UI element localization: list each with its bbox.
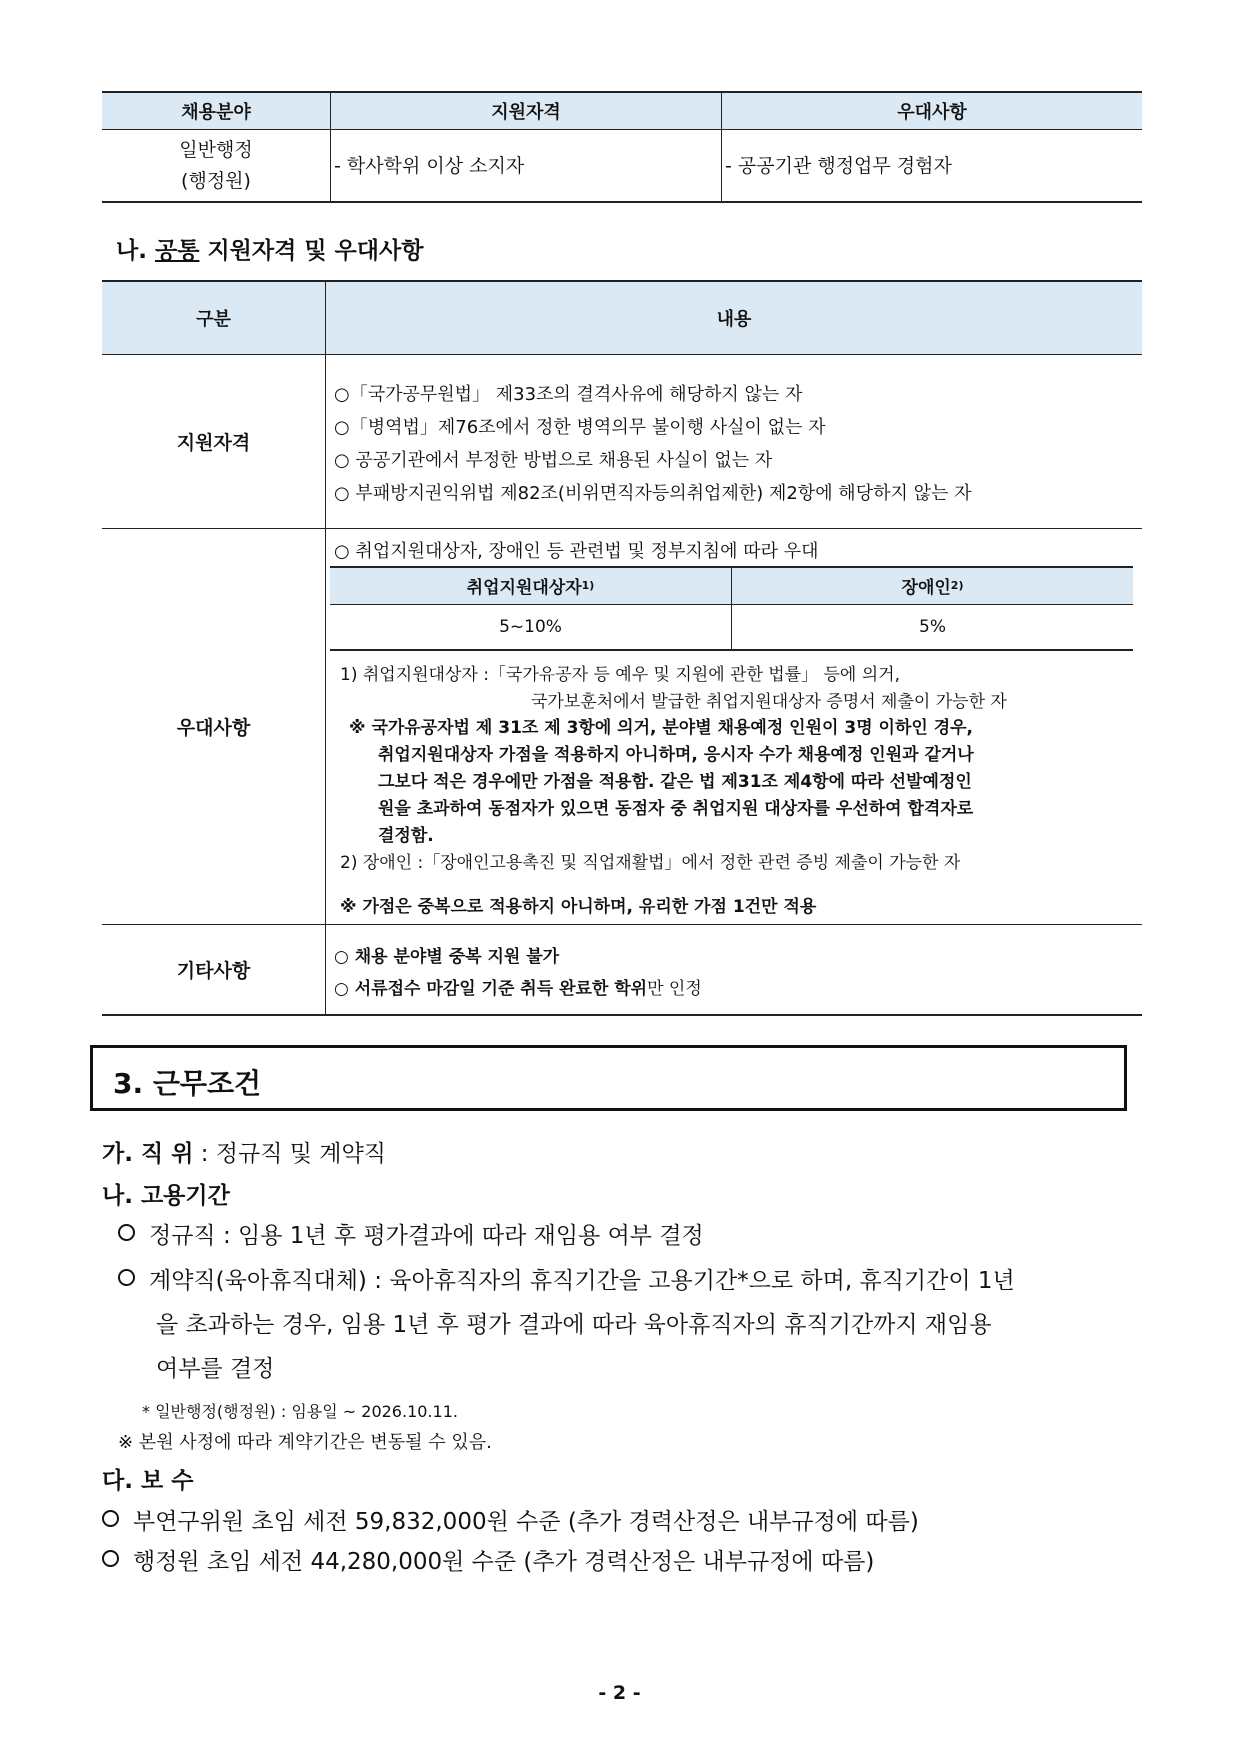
qualification-item: ○「병역법」제76조에서 정한 병역의무 불이행 사실이 없는 자 <box>334 417 826 438</box>
page-number: - 2 - <box>598 1682 641 1704</box>
section-3-title: 3. 근무조건 <box>113 1067 262 1100</box>
salary-item <box>102 1503 919 1536</box>
inner-value-employment-support: 5~10% <box>499 617 562 637</box>
note-employment-support: 1) 취업지원대상자 :「국가유공자 등 예우 및 지원에 관한 법률」 등에 의거, <box>340 665 901 685</box>
inner-header-text: 취업지원대상자 <box>466 578 582 598</box>
section-3-box <box>90 1045 1127 1111</box>
footnote-marker: 1) <box>581 579 595 592</box>
qualification-item: ○ 공공기관에서 부정한 방법으로 채용된 사실이 없는 자 <box>334 450 773 471</box>
bullet-text: 정규직 : 임용 1년 후 평가결과에 따라 재임용 여부 결정 <box>149 1223 704 1249</box>
table-bottom-border <box>102 201 1142 203</box>
other-item-rest: 만 인정 <box>647 979 702 999</box>
header-preference: 우대사항 <box>897 101 967 123</box>
section-underlined-word: 공통 <box>154 238 200 264</box>
salary-item <box>102 1543 874 1576</box>
bullet-contract-continued: 을 초과하는 경우, 임용 1년 후 평가 결과에 따라 육아휴직자의 휴직기간까지 재임용 <box>156 1312 992 1338</box>
other-item <box>334 974 702 999</box>
qualification-item: ○「국가공무원법」 제33조의 결격사유에 해당하지 않는 자 <box>334 384 803 405</box>
note-employment-support-continued: 국가보훈처에서 발급한 취업지원대상자 증명서 제출이 가능한 자 <box>531 692 1007 712</box>
section-heading-common-qualifications <box>116 232 423 265</box>
footnote-contract-date: * 일반행정(행정원) : 임용일 ~ 2026.10.11. <box>142 1402 458 1421</box>
header-content: 내용 <box>716 308 752 330</box>
qualification-cell: - 학사학위 이상 소지자 <box>334 155 525 177</box>
table-bottom-border <box>102 1014 1142 1016</box>
field-name: 일반행정 <box>179 139 253 161</box>
field-cell <box>102 131 330 201</box>
salary-heading: 다. 보 수 <box>102 1468 194 1494</box>
warning-line: ※ 국가유공자법 제 31조 제 3항에 의거, 분야별 채용예정 인원이 3명 이하인 경우, <box>349 718 974 738</box>
row-label-other: 기타사항 <box>176 960 251 982</box>
position-line <box>102 1135 386 1168</box>
row-label-preferences: 우대사항 <box>176 717 251 739</box>
section-prefix: 나. <box>116 238 147 264</box>
header-category: 구분 <box>196 308 231 330</box>
header-qualification: 지원자격 <box>491 101 561 123</box>
preference-intro: ○ 취업지원대상자, 장애인 등 관련법 및 정부지침에 따라 우대 <box>334 541 819 562</box>
warning-line: 원을 초과하여 동점자가 있으면 동점자 중 취업지원 대상자를 우선하여 합격자로 <box>378 799 974 819</box>
table-header-divider <box>102 129 1142 130</box>
hollow-bullet-icon <box>102 1510 119 1527</box>
inner-header-disabled <box>732 567 1133 604</box>
qualification-item: ○ 부패방지권익위법 제82조(비위면직자등의취업제한) 제2항에 해당하지 않는 자 <box>334 483 972 504</box>
salary-text: 행정원 초임 세전 44,280,000원 수준 (추가 경력산정은 내부규정에 따름) <box>133 1549 875 1575</box>
inner-header-text: 장애인 <box>901 578 951 598</box>
field-subname: (행정원) <box>181 170 251 192</box>
bullet-contract <box>118 1262 1015 1295</box>
position-label: 가. 직 위 <box>102 1141 194 1167</box>
final-note: ※ 가점은 중복으로 적용하지 아니하며, 유리한 가점 1건만 적용 <box>340 897 817 917</box>
column-divider <box>325 281 326 1015</box>
position-value: : 정규직 및 계약직 <box>193 1141 386 1167</box>
footnote-contract-change: ※ 본원 사정에 따라 계약기간은 변동될 수 있음. <box>118 1432 492 1453</box>
hollow-bullet-icon <box>102 1550 119 1567</box>
warning-line: 취업지원대상자 가점을 적용하지 아니하며, 응시자 수가 채용예정 인원과 같거나 <box>378 745 974 765</box>
inner-value-disabled: 5% <box>919 617 946 637</box>
footnote-marker: 2) <box>950 579 964 592</box>
inner-header-employment-support <box>330 567 731 604</box>
warning-line: 그보다 적은 경우에만 가점을 적용함. 같은 법 제31조 제4항에 따라 선발예정인 <box>378 772 972 792</box>
employment-period-heading: 나. 고용기간 <box>102 1183 230 1209</box>
header-field: 채용분야 <box>181 101 251 123</box>
bullet-regular <box>118 1217 704 1250</box>
bullet-text: 계약직(육아휴직대체) : 육아휴직자의 휴직기간을 고용기간*으로 하며, 휴직기간이 1년 <box>149 1268 1015 1294</box>
section-rest: 지원자격 및 우대사항 <box>207 238 424 264</box>
other-item-bold: ○ 서류접수 마감일 기준 취득 완료한 학위 <box>334 979 648 999</box>
bullet-contract-continued: 여부를 결정 <box>156 1356 275 1382</box>
preference-cell: - 공공기관 행정업무 경험자 <box>725 155 952 177</box>
salary-text: 부연구위원 초임 세전 59,832,000원 수준 (추가 경력산정은 내부규정에 따름) <box>133 1509 919 1535</box>
note-disabled: 2) 장애인 :「장애인고용촉진 및 직업재활법」에서 정한 관련 증빙 제출이 가능한 자 <box>340 853 961 873</box>
row-label-qualifications: 지원자격 <box>176 432 251 454</box>
hollow-bullet-icon <box>118 1224 135 1241</box>
other-item: ○ 채용 분야별 중복 지원 불가 <box>334 947 560 967</box>
hollow-bullet-icon <box>118 1269 135 1286</box>
warning-line: 결정함. <box>378 826 434 846</box>
